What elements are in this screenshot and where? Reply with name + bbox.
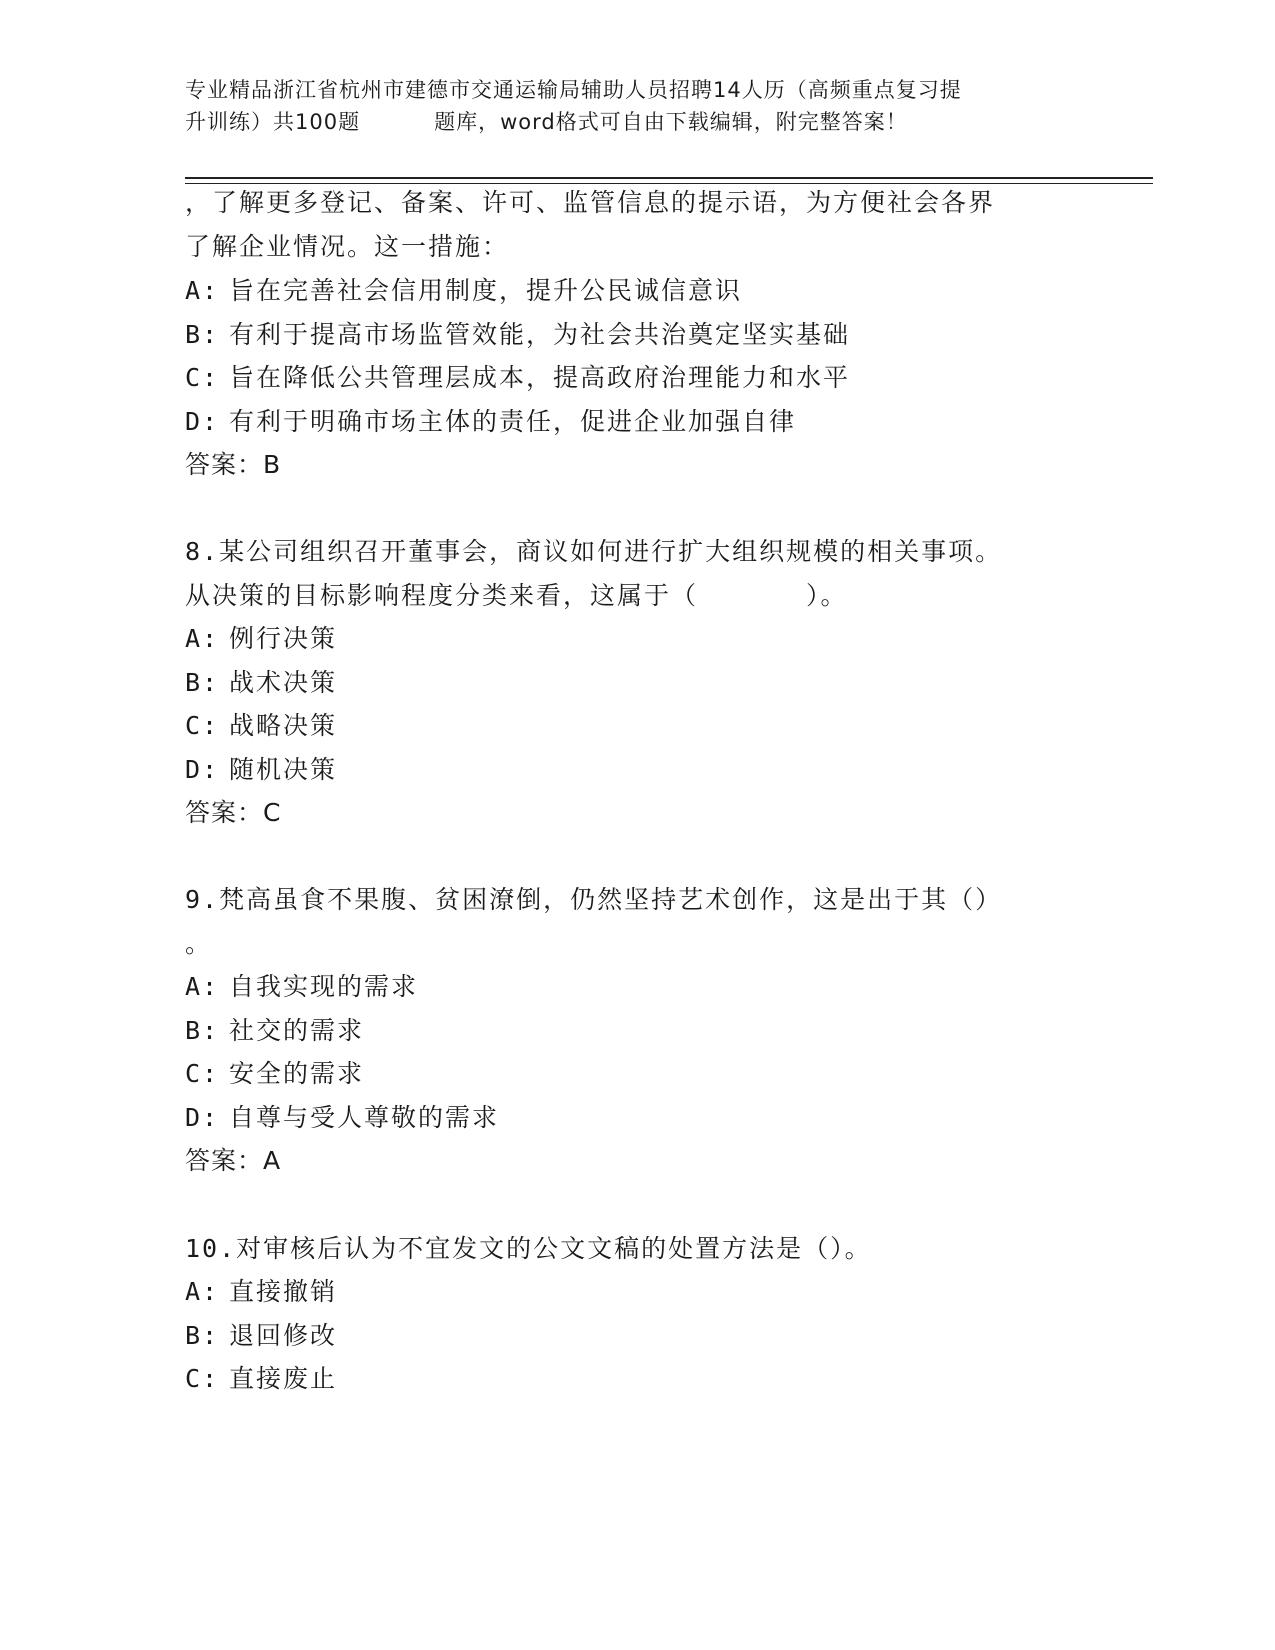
option-text: 战术决策 <box>229 668 338 697</box>
q9-stem-line-1: 9.梵高虽食不果腹、贫困潦倒，仍然坚持艺术创作，这是出于其（） <box>185 885 1003 914</box>
option-letter: B: <box>185 1321 220 1350</box>
option-text: 有利于明确市场主体的责任，促进企业加强自律 <box>229 407 797 436</box>
header-line-2 <box>185 106 1085 138</box>
q7-continuation-line-2: 了解企业情况。这一措施： <box>185 232 510 261</box>
q7-option-d <box>185 405 796 439</box>
option-letter: C: <box>185 1364 220 1393</box>
q8-option-a <box>185 622 337 656</box>
q9-option-d <box>185 1101 499 1135</box>
option-text: 战略决策 <box>229 711 338 740</box>
option-letter: A: <box>185 276 220 305</box>
q7-option-b <box>185 318 850 352</box>
option-letter: C: <box>185 363 220 392</box>
option-text: 旨在降低公共管理层成本，提高政府治理能力和水平 <box>229 363 851 392</box>
option-letter: C: <box>185 711 220 740</box>
option-letter: D: <box>185 755 220 784</box>
q8-option-b <box>185 666 337 700</box>
q10-stem-line-1: 10.对审核后认为不宜发文的公文文稿的处置方法是（）。 <box>185 1234 872 1263</box>
q7-answer: 答案：B <box>185 450 282 479</box>
option-letter: A: <box>185 972 220 1001</box>
document-header <box>185 74 1085 138</box>
q7-continuation-line-1: ，了解更多登记、备案、许可、监管信息的提示语，为方便社会各界 <box>185 188 996 217</box>
option-letter: A: <box>185 1277 220 1306</box>
q8-stem-line-2: 从决策的目标影响程度分类来看，这属于（ ）。 <box>185 581 848 610</box>
option-text: 退回修改 <box>229 1321 338 1350</box>
option-letter: C: <box>185 1059 220 1088</box>
q8-option-d <box>185 753 337 787</box>
option-text: 随机决策 <box>229 755 338 784</box>
q9-answer: 答案：A <box>185 1146 282 1175</box>
q10-option-b <box>185 1319 337 1353</box>
option-letter: B: <box>185 320 220 349</box>
q9-stem-line-2: 。 <box>185 929 213 958</box>
option-letter: B: <box>185 1016 220 1045</box>
header-line-1: 专业精品浙江省杭州市建德市交通运输局辅助人员招聘14人历（高频重点复习提 <box>185 78 962 102</box>
header-divider-thick <box>185 177 1153 179</box>
option-text: 自我实现的需求 <box>229 972 419 1001</box>
option-text: 直接废止 <box>229 1364 338 1393</box>
q7-option-c <box>185 361 850 395</box>
q9-option-c <box>185 1057 364 1091</box>
option-text: 有利于提高市场监管效能，为社会共治奠定坚实基础 <box>229 320 851 349</box>
header-line-2-right: 题库，word格式可自由下载编辑，附完整答案！ <box>434 110 908 134</box>
option-text: 自尊与受人尊敬的需求 <box>229 1103 500 1132</box>
q8-answer: 答案：C <box>185 798 282 827</box>
header-line-2-left: 升训练）共100题 <box>185 110 361 134</box>
option-letter: D: <box>185 407 220 436</box>
option-text: 社交的需求 <box>229 1016 365 1045</box>
q9-option-a <box>185 970 418 1004</box>
option-letter: D: <box>185 1103 220 1132</box>
q7-option-a <box>185 274 742 308</box>
option-text: 例行决策 <box>229 624 338 653</box>
q8-stem-line-1: 8.某公司组织召开董事会，商议如何进行扩大组织规模的相关事项。 <box>185 537 1003 566</box>
option-text: 旨在完善社会信用制度，提升公民诚信意识 <box>229 276 743 305</box>
option-letter: A: <box>185 624 220 653</box>
option-text: 安全的需求 <box>229 1059 365 1088</box>
q10-option-a <box>185 1275 337 1309</box>
option-letter: B: <box>185 668 220 697</box>
option-text: 直接撤销 <box>229 1277 338 1306</box>
q8-option-c <box>185 709 337 743</box>
q10-option-c <box>185 1362 337 1396</box>
header-divider-thin <box>185 183 1153 184</box>
q9-option-b <box>185 1014 364 1048</box>
